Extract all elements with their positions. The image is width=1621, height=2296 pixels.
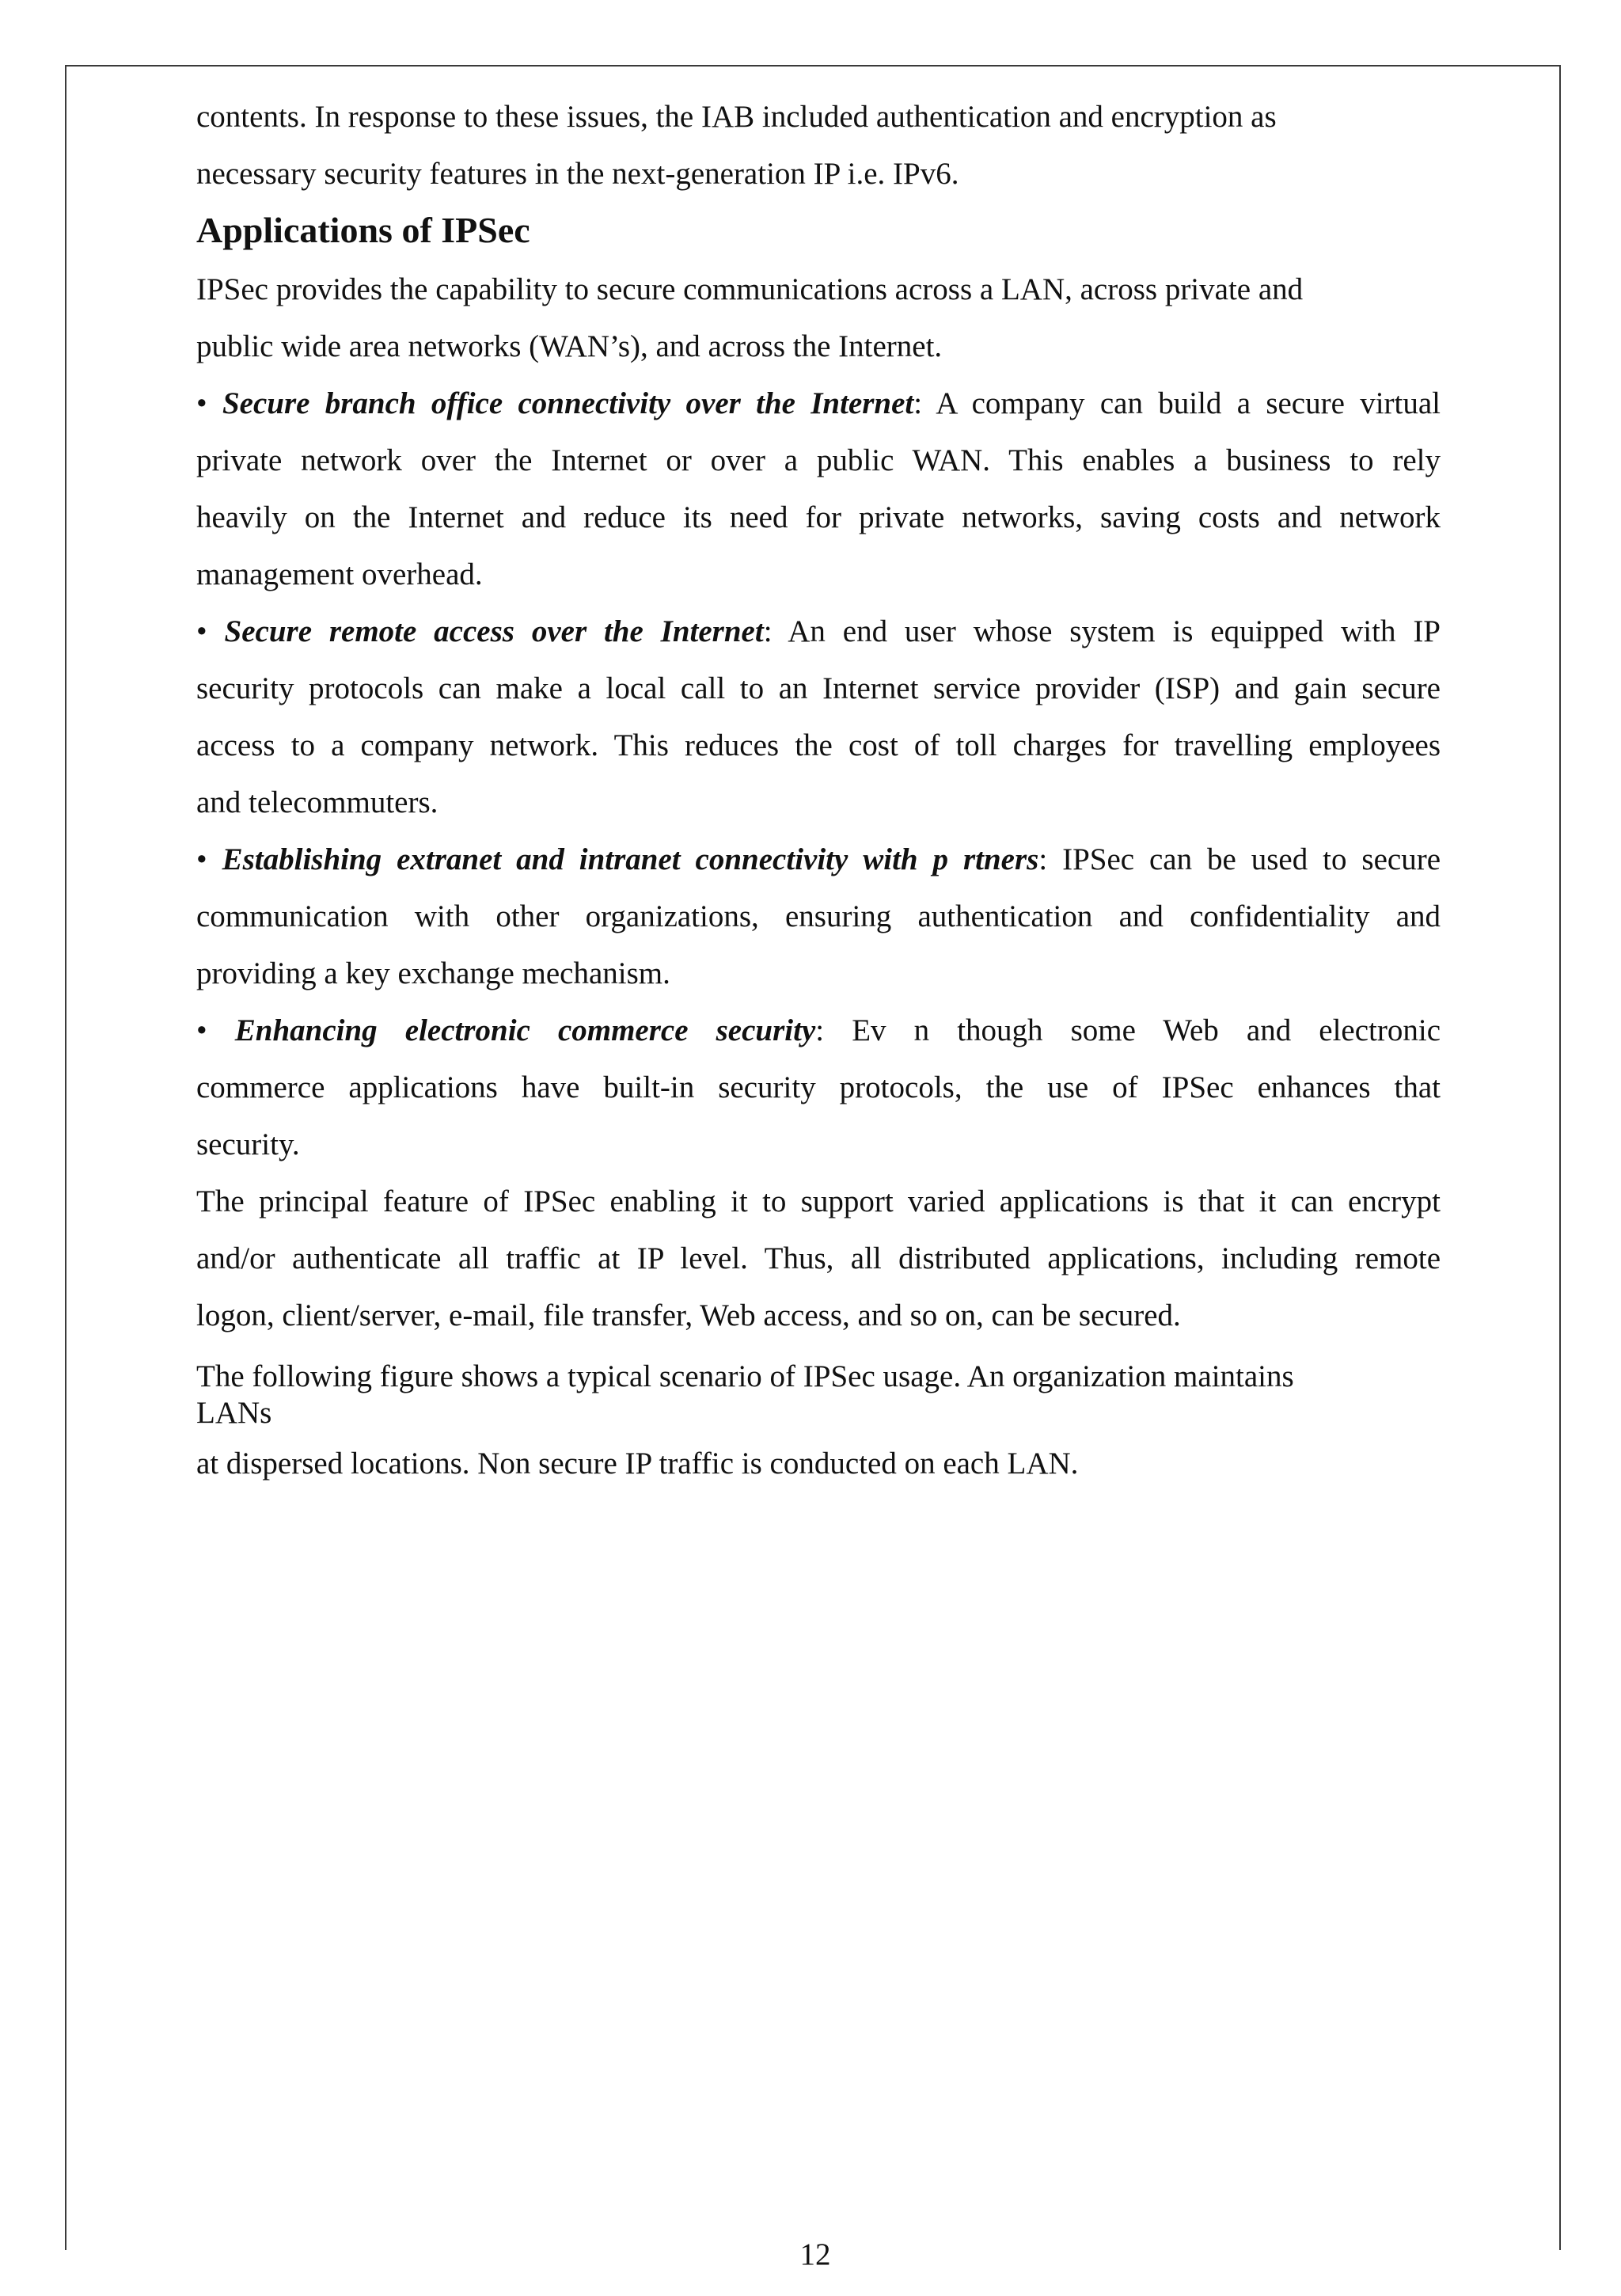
section-heading: Applications of IPSec — [196, 210, 530, 250]
bullet-3-first-line-rest: : IPSec can be used to secure — [1038, 842, 1441, 876]
para1-line-1: IPSec provides the capability to secure communications across a LAN, across private and — [196, 272, 1304, 306]
bullet-4-first-line-rest: : Ev n though some Web and electronic — [815, 1013, 1441, 1047]
bullet-4-first-line — [196, 1002, 1441, 1059]
bullet-1-title: Secure branch office connectivity over the Internet — [222, 386, 914, 420]
para1-line-2: public wide area networks (WAN’s), and across the Internet. — [196, 329, 943, 363]
bullet-3-line-2: communication with other organizations, ensuring authentication and confidentiality and — [196, 899, 1441, 933]
bullet-1-line-3: heavily on the Internet and reduce its need for private networks, saving costs and network — [196, 500, 1441, 534]
bullet-marker: • — [196, 1013, 207, 1047]
bullet-2-title: Secure remote access over the Internet — [224, 614, 764, 648]
bullet-1-first-line-rest: : A company can build a secure virtual — [913, 386, 1441, 420]
bullet-2-line-4: and telecommuters. — [196, 785, 438, 819]
bullet-3-title: Establishing extranet and intranet connectivity with p rtners — [222, 842, 1039, 876]
para3-line-2: LANs — [196, 1396, 272, 1430]
bullet-1-line-2: private network over the Internet or over a public WAN. This enables a business to rely — [196, 443, 1441, 477]
bullet-marker: • — [196, 386, 207, 420]
bullet-2-first-line — [196, 603, 1441, 660]
bullet-1-first-line — [196, 375, 1441, 432]
intro-line-2: necessary security features in the next-generation IP i.e. IPv6. — [196, 157, 959, 191]
bullet-3-first-line — [196, 831, 1441, 888]
para2-line-3: logon, client/server, e-mail, file transfer, Web access, and so on, can be secured. — [196, 1298, 1181, 1332]
bullet-4-line-3: security. — [196, 1127, 300, 1161]
bullet-1-line-4: management overhead. — [196, 557, 483, 591]
para3-line-1: The following figure shows a typical scenario of IPSec usage. An organization maintains — [196, 1359, 1294, 1393]
para2-line-1: The principal feature of IPSec enabling it to support varied applications is that it can encrypt — [196, 1184, 1441, 1218]
para2-line-2: and/or authenticate all traffic at IP level. Thus, all distributed applications, including remote — [196, 1241, 1441, 1275]
page-number: 12 — [799, 2239, 831, 2271]
bullet-2-line-2: security protocols can make a local call to an Internet service provider (ISP) and gain secure — [196, 671, 1441, 705]
bullet-marker: • — [196, 614, 207, 648]
bullet-4-title: Enhancing electronic commerce security — [234, 1013, 816, 1047]
bullet-2-first-line-rest: : An end user whose system is equipped with IP — [763, 614, 1441, 648]
intro-line-1: contents. In response to these issues, the IAB included authentication and encryption as — [196, 100, 1277, 134]
bullet-3-line-3: providing a key exchange mechanism. — [196, 956, 670, 990]
document-body — [196, 89, 1441, 1482]
bullet-2-line-3: access to a company network. This reduces the cost of toll charges for travelling employees — [196, 728, 1441, 762]
bullet-4-line-2: commerce applications have built-in security protocols, the use of IPSec enhances that — [196, 1070, 1441, 1104]
para3-line-3: at dispersed locations. Non secure IP traffic is conducted on each LAN. — [196, 1446, 1079, 1481]
bullet-marker: • — [196, 842, 207, 876]
